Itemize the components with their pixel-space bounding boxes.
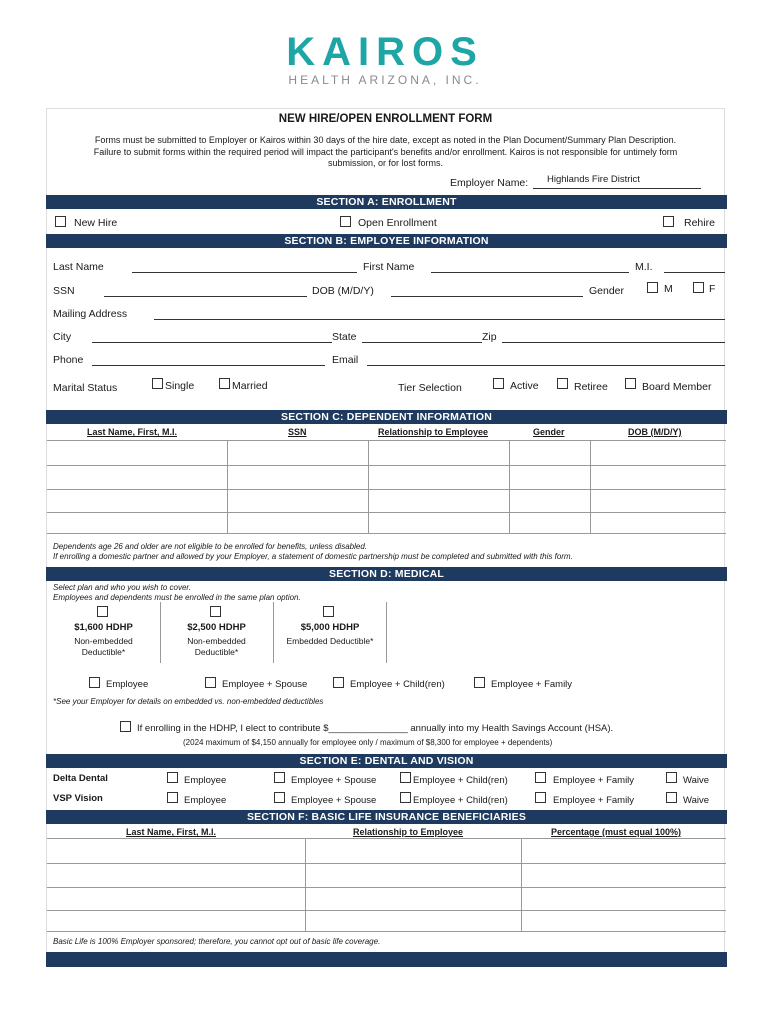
plan-1600-desc-1: Non-embedded <box>74 636 133 646</box>
last-name-label: Last Name <box>53 261 104 273</box>
beneficiary-col-name: Last Name, First, M.I. <box>126 827 217 837</box>
vision-waive-checkbox[interactable] <box>666 792 677 803</box>
beneficiary-col-percentage: Percentage (must equal 100%) <box>551 827 682 837</box>
new-hire-label: New Hire <box>74 217 118 229</box>
vision-employee-family-label: Employee + Family <box>553 795 635 806</box>
vision-employee-label: Employee <box>184 795 227 806</box>
dental-employee-family-label: Employee + Family <box>553 775 635 786</box>
dependent-note-2: If enrolling a domestic partner and allowed by your Employer, a statement of domestic partnership must be completed and submitted with this form. <box>53 552 573 561</box>
vsp-vision-label: VSP Vision <box>53 793 103 804</box>
ssn-label: SSN <box>53 285 75 297</box>
intro-line-3: submission, or for lost forms. <box>327 158 444 168</box>
gender-label: Gender <box>589 285 625 297</box>
plan-2500-desc-1: Non-embedded <box>187 636 246 646</box>
delta-dental-label: Delta Dental <box>53 773 108 784</box>
vision-employee-family-checkbox[interactable] <box>535 792 546 803</box>
dob-label: DOB (M/D/Y) <box>312 285 374 297</box>
married-checkbox[interactable] <box>219 378 230 389</box>
intro-line-2: Failure to submit forms within the required period will impact the participant's benefits and/or enrollment. Kairos is not responsible for untimely form <box>93 146 678 157</box>
vision-employee-spouse-checkbox[interactable] <box>274 792 285 803</box>
tier-retiree-label: Retiree <box>574 381 608 393</box>
tier-board-member-label: Board Member <box>642 381 712 393</box>
gender-male-checkbox[interactable] <box>647 282 658 293</box>
section-e-header: SECTION E: DENTAL AND VISION <box>46 754 727 768</box>
phone-label: Phone <box>53 354 84 366</box>
beneficiary-col-divider <box>305 839 306 931</box>
beneficiary-table <box>47 838 726 932</box>
plan-2500-checkbox[interactable] <box>210 606 221 617</box>
email-field[interactable] <box>367 365 725 366</box>
section-c-header: SECTION C: DEPENDENT INFORMATION <box>46 410 727 424</box>
dep-col-dob: DOB (M/D/Y) <box>628 427 682 437</box>
section-a-header: SECTION A: ENROLLMENT <box>46 195 727 209</box>
tier-selection-label: Tier Selection <box>398 382 462 394</box>
ssn-field[interactable] <box>104 296 307 297</box>
company-logo <box>0 30 770 87</box>
dep-col-gender: Gender <box>533 427 565 437</box>
dependent-table <box>47 440 726 534</box>
dependent-col-divider <box>227 441 228 533</box>
zip-label: Zip <box>482 331 497 343</box>
hsa-maximum-note: (2024 maximum of $4,150 annually for employee only / maximum of $8,300 for employee + dependents) <box>183 738 553 747</box>
single-checkbox[interactable] <box>152 378 163 389</box>
section-f-header: SECTION F: BASIC LIFE INSURANCE BENEFICIARIES <box>46 810 727 824</box>
marital-status-label: Marital Status <box>53 382 118 394</box>
dental-employee-checkbox[interactable] <box>167 772 178 783</box>
form-footer-bar <box>46 952 727 967</box>
intro-line-1: Forms must be submitted to Employer or Kairos within 30 days of the hire date, except as noted in the Plan Document/Summary Plan Description. <box>94 135 677 145</box>
dependent-col-divider <box>590 441 591 533</box>
dental-employee-spouse-label: Employee + Spouse <box>291 775 377 786</box>
dental-employee-label: Employee <box>184 775 227 786</box>
medical-intro-2: Employees and dependents must be enrolled in the same plan option. <box>53 593 301 602</box>
medical-employee-children-label: Employee + Child(ren) <box>350 679 445 690</box>
first-name-label: First Name <box>363 261 415 273</box>
dob-field[interactable] <box>391 296 583 297</box>
gender-female-label: F <box>709 283 716 295</box>
beneficiary-row-divider <box>47 887 726 888</box>
dental-waive-label: Waive <box>683 775 710 786</box>
zip-field[interactable] <box>502 342 725 343</box>
open-enrollment-checkbox[interactable] <box>340 216 351 227</box>
dental-waive-checkbox[interactable] <box>666 772 677 783</box>
hsa-checkbox[interactable] <box>120 721 131 732</box>
open-enrollment-label: Open Enrollment <box>358 217 437 229</box>
enrollment-form <box>46 108 725 966</box>
plan-5000-desc-1: Embedded Deductible* <box>286 636 374 646</box>
vision-employee-spouse-label: Employee + Spouse <box>291 795 377 806</box>
rehire-checkbox[interactable] <box>663 216 674 227</box>
basic-life-note: Basic Life is 100% Employer sponsored; therefore, you cannot opt out of basic life coverage. <box>53 937 381 946</box>
gender-male-label: M <box>664 283 673 295</box>
medical-employee-checkbox[interactable] <box>89 677 100 688</box>
dep-col-name: Last Name, First, M.I. <box>87 427 178 437</box>
medical-employee-spouse-label: Employee + Spouse <box>222 679 308 690</box>
employer-name-label: Employer Name: <box>450 177 529 189</box>
section-d-header: SECTION D: MEDICAL <box>46 567 727 581</box>
dental-employee-spouse-checkbox[interactable] <box>274 772 285 783</box>
dental-employee-children-checkbox[interactable] <box>400 772 411 783</box>
dependent-row-divider <box>47 512 726 513</box>
plan-1600-desc-2: Deductible* <box>81 647 126 657</box>
plan-2500-desc-2: Deductible* <box>194 647 239 657</box>
mailing-address-label: Mailing Address <box>53 308 128 320</box>
tier-board-member-checkbox[interactable] <box>625 378 636 389</box>
medical-intro-1: Select plan and who you wish to cover. <box>53 583 192 592</box>
form-intro <box>55 135 716 170</box>
mailing-address-field[interactable] <box>154 319 725 320</box>
logo-wordmark: KAIROS <box>286 30 484 74</box>
dental-employee-family-checkbox[interactable] <box>535 772 546 783</box>
hsa-election-text: If enrolling in the HDHP, I elect to contribute $_______________ annually into my Health Savings Account (HSA). <box>137 723 614 734</box>
medical-employee-label: Employee <box>106 679 149 690</box>
beneficiary-row-divider <box>47 863 726 864</box>
dental-employee-children-label: Employee + Child(ren) <box>413 775 508 786</box>
employer-name-field[interactable]: Highlands Fire District <box>547 174 640 185</box>
vision-employee-checkbox[interactable] <box>167 792 178 803</box>
city-label: City <box>53 331 72 343</box>
state-label: State <box>332 331 357 343</box>
beneficiary-col-relationship: Relationship to Employee <box>353 827 464 837</box>
logo-subtitle: HEALTH ARIZONA, INC. <box>288 73 482 87</box>
vision-waive-label: Waive <box>683 795 710 806</box>
medical-employee-spouse-checkbox[interactable] <box>205 677 216 688</box>
email-label: Email <box>332 354 359 366</box>
dep-col-relationship: Relationship to Employee <box>378 427 489 437</box>
dep-col-ssn: SSN <box>288 427 307 437</box>
dependent-note-1: Dependents age 26 and older are not eligible to be enrolled for benefits, unless disabled. <box>53 542 367 551</box>
dependent-col-divider <box>368 441 369 533</box>
new-hire-checkbox[interactable] <box>55 216 66 227</box>
gender-female-checkbox[interactable] <box>693 282 704 293</box>
dependent-col-divider <box>509 441 510 533</box>
tier-active-checkbox[interactable] <box>493 378 504 389</box>
beneficiary-col-divider <box>521 839 522 931</box>
state-field[interactable] <box>362 342 482 343</box>
dependent-row-divider <box>47 465 726 466</box>
plan-5000-checkbox[interactable] <box>323 606 334 617</box>
form-title: NEW HIRE/OPEN ENROLLMENT FORM <box>278 113 493 125</box>
last-name-field[interactable] <box>132 272 357 273</box>
vision-employee-children-checkbox[interactable] <box>400 792 411 803</box>
section-b-header: SECTION B: EMPLOYEE INFORMATION <box>46 234 727 248</box>
tier-active-label: Active <box>510 380 539 392</box>
tier-retiree-checkbox[interactable] <box>557 378 568 389</box>
first-name-field[interactable] <box>431 272 629 273</box>
medical-employee-children-checkbox[interactable] <box>333 677 344 688</box>
city-field[interactable] <box>92 342 332 343</box>
dependent-row-divider <box>47 489 726 490</box>
mi-field[interactable] <box>664 272 725 273</box>
employer-name-line <box>533 188 701 189</box>
single-label: Single <box>165 380 195 392</box>
medical-employee-family-label: Employee + Family <box>491 679 573 690</box>
vision-employee-children-label: Employee + Child(ren) <box>413 795 508 806</box>
medical-footnote: *See your Employer for details on embedded vs. non-embedded deductibles <box>53 697 324 706</box>
plan-1600-checkbox[interactable] <box>97 606 108 617</box>
plan-5000-name: $5,000 HDHP <box>300 622 360 633</box>
mi-label: M.I. <box>635 261 653 273</box>
plan-1600-name: $1,600 HDHP <box>74 622 133 633</box>
medical-employee-family-checkbox[interactable] <box>474 677 485 688</box>
phone-field[interactable] <box>92 365 325 366</box>
plan-2500-name: $2,500 HDHP <box>187 622 246 633</box>
married-label: Married <box>232 380 268 392</box>
rehire-label: Rehire <box>684 217 715 229</box>
beneficiary-row-divider <box>47 910 726 911</box>
